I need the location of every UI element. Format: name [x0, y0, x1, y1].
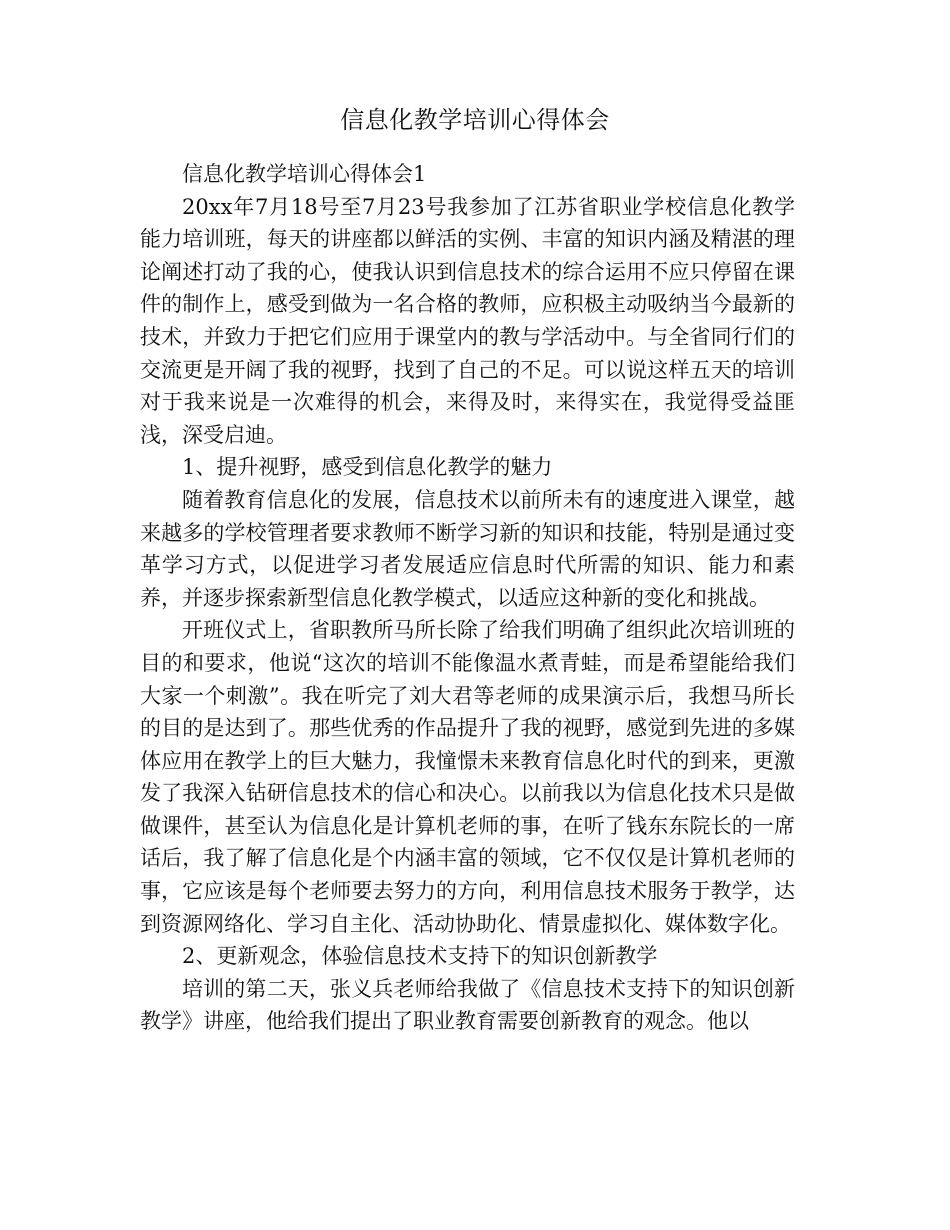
section-heading-2: 2、更新观念，体验信息技术支持下的知识创新教学: [182, 944, 658, 969]
document-title: 信息化教学培训心得体会: [340, 106, 610, 134]
paragraph-section-1b: 开班仪式上，省职教所马所长除了给我们明确了组织此次培训班的目的和要求，他说“这次的培训不能像温水煮青蛙，而是希望能给我们大家一个刺激”。我在听完了刘大君等老师的成果演示后，我想马所长的目的是达到了。那些优秀的作品提升了我的视野，感觉到先进的多媒体应用在教学上的巨大魅力，我憧憬未来教育信息化时代的到来，更激发了我深入钻研信息技术的信心和决心。以前我以为信息化技术只是做做课件，甚至认为信息化是计算机老师的事，在听了钱东东院长的一席话后，我了解了信息化是个内涵丰富的领域，它不仅仅是计算机老师的事，它应该是每个老师要去努力的方向，利用信息技术服务于教学，达到资源网络化、学习自主化、活动协助化、情景虚拟化、媒体数字化。: [140, 618, 795, 936]
paragraph-intro: 20xx年7月18号至7月23号我参加了江苏省职业学校信息化教学能力培训班，每天的讲座都以鲜活的实例、丰富的知识内涵及精湛的理论阐述打动了我的心，使我认识到信息技术的综合运用不应只停留在课件的制作上，感受到做为一名合格的教师，应积极主动吸纳当今最新的技术，并致力于把它们应用于课堂内的教与学活动中。与全省同行们的交流更是开阔了我的视野，找到了自己的不足。可以说这样五天的培训对于我来说是一次难得的机会，来得及时，来得实在，我觉得受益匪浅，深受启迪。: [140, 194, 795, 447]
paragraph-section-2a: 培训的第二天，张义兵老师给我做了《信息技术支持下的知识创新教学》讲座，他给我们提出了职业教育需要创新教育的观念。他以: [140, 976, 795, 1034]
document-body: [140, 158, 795, 1038]
section-heading-1: 1、提升视野，感受到信息化教学的魅力: [182, 455, 553, 480]
paragraph-section-1a: 随着教育信息化的发展，信息技术以前所未有的速度进入课堂，越来越多的学校管理者要求教师不断学习新的知识和技能，特别是通过变革学习方式，以促进学习者发展适应信息时代所需的知识、能力和素养，并逐步探索新型信息化教学模式，以适应这种新的变化和挑战。: [140, 487, 795, 610]
paragraph-subtitle: 信息化教学培训心得体会1: [182, 162, 427, 186]
